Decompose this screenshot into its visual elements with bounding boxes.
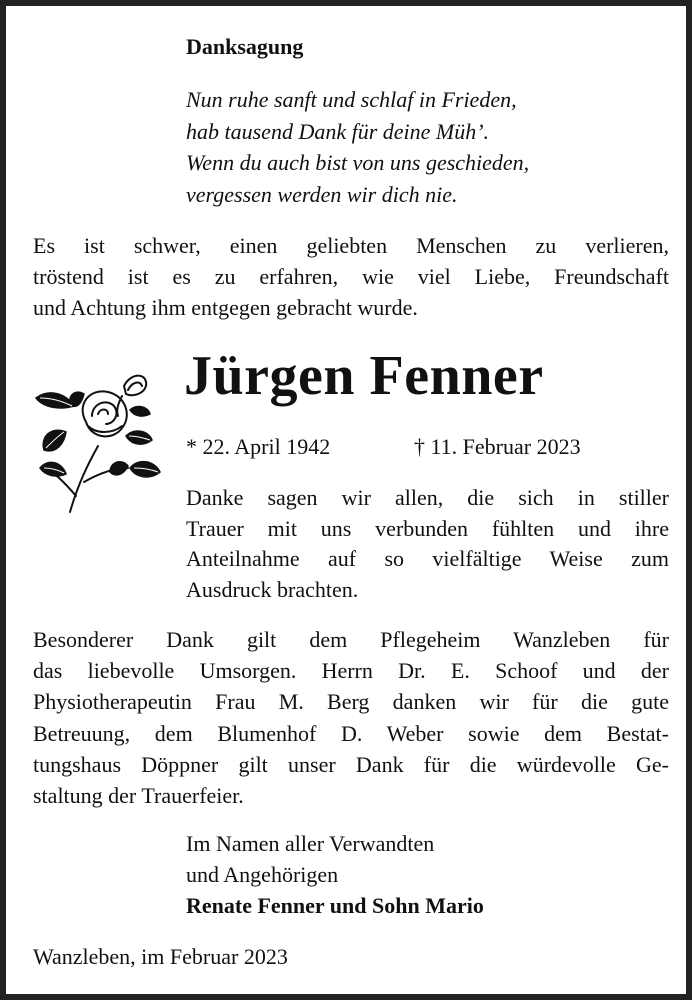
text-line: tröstend ist es zu erfahren, wie viel Liebe, Freundschaft bbox=[33, 264, 669, 289]
text-line: Besonderer Dank gilt dem Pflegeheim Wanzleben für bbox=[33, 627, 669, 652]
text-line: und Achtung ihm entgegen gebracht wurde. bbox=[33, 295, 418, 320]
heading: Danksagung bbox=[186, 34, 304, 59]
signature-names: Renate Fenner und Sohn Mario bbox=[186, 893, 484, 918]
poem-line: vergessen werden wir dich nie. bbox=[186, 181, 458, 207]
text-line: staltung der Trauerfeier. bbox=[33, 783, 244, 809]
poem bbox=[186, 84, 529, 210]
text-line: Physiotherapeutin Frau M. Berg danken wir für die gute bbox=[33, 689, 669, 715]
text-line: Trauer mit uns verbunden fühlten und ihre bbox=[186, 515, 669, 541]
text-line: Es ist schwer, einen geliebten Menschen zu verlieren, bbox=[33, 233, 669, 258]
text-line: tungshaus Döppner gilt unser Dank für die würdevolle Ge- bbox=[33, 751, 669, 777]
poem-line: Nun ruhe sanft und schlaf in Frieden, bbox=[186, 87, 517, 112]
birth-date: * 22. April 1942 bbox=[186, 434, 331, 459]
poem-line: hab tausend Dank für deine Müh’. bbox=[186, 118, 490, 144]
text-line: Betreuung, dem Blumenhof D. Weber sowie dem Bestat- bbox=[33, 720, 669, 746]
intro-paragraph bbox=[33, 230, 669, 323]
deceased-name: Jürgen Fenner bbox=[184, 345, 544, 407]
special-thanks-paragraph bbox=[33, 624, 669, 811]
text-line: Anteilnahme auf so vielfältige Weise zum bbox=[186, 546, 669, 572]
signature-block bbox=[186, 828, 484, 921]
death-date: † 11. Februar 2023 bbox=[414, 434, 581, 459]
text-line: Ausdruck brachten. bbox=[186, 577, 359, 603]
signature-line: und Angehörigen bbox=[186, 862, 339, 887]
text-line: Danke sagen wir allen, die sich in stiller bbox=[186, 485, 669, 510]
rose-illustration bbox=[26, 364, 168, 516]
signature-line: Im Namen aller Verwandten bbox=[186, 831, 435, 856]
thanks-paragraph bbox=[186, 483, 669, 606]
life-dates bbox=[186, 432, 581, 462]
poem-line: Wenn du auch bist von uns geschieden, bbox=[186, 150, 530, 175]
text-line: das liebevolle Umsorgen. Herrn Dr. E. Schoof und der bbox=[33, 658, 669, 684]
place-date: Wanzleben, im Februar 2023 bbox=[33, 944, 288, 969]
